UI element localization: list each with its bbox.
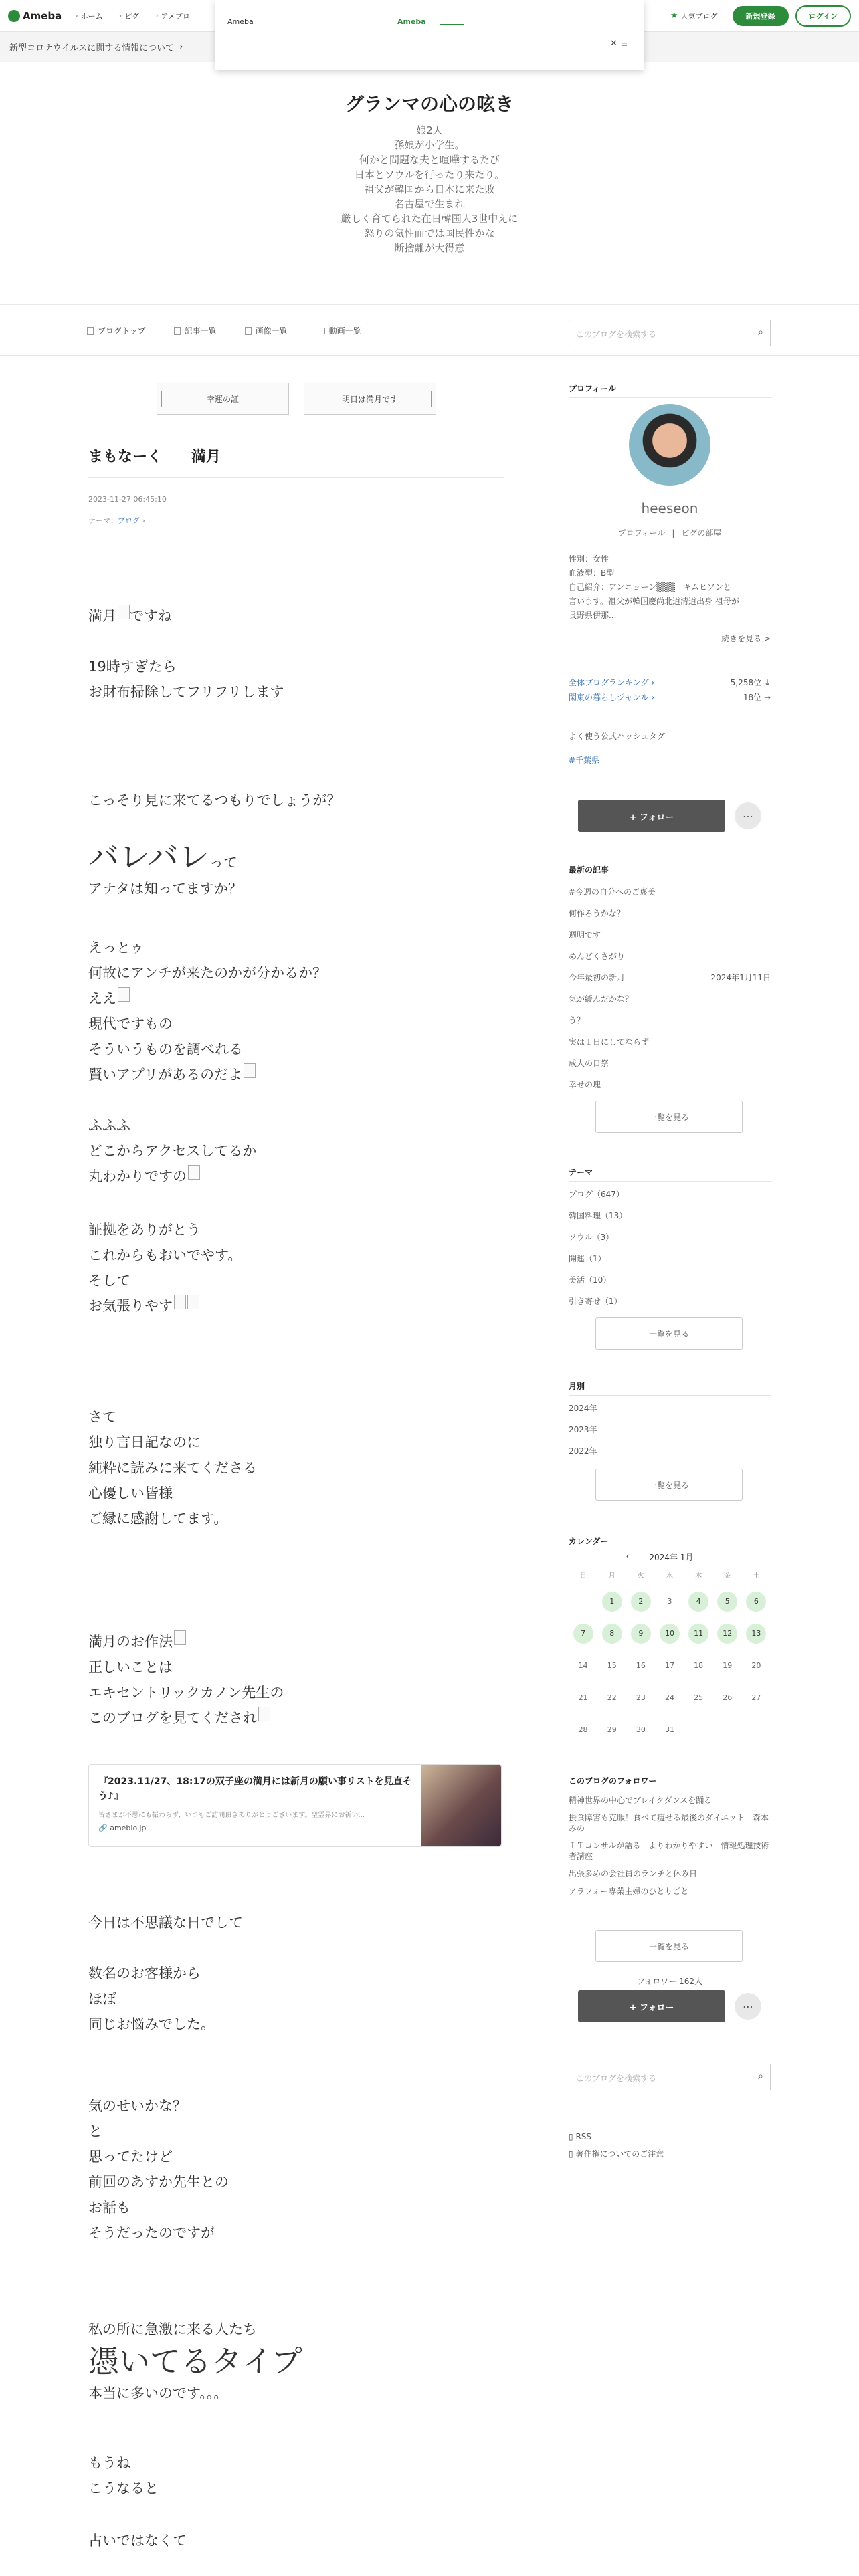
followers-see-more-button[interactable]: 一覧を見る	[595, 1930, 743, 1962]
follower-count: フォロワー 162人	[636, 1977, 703, 1986]
search-icon[interactable]: ⌕	[758, 327, 763, 338]
entry-body-2: 19時すぎたら お財布掃除してフリフリします	[88, 659, 284, 700]
link-card-desc: 皆さまが不思にも振わらず、いつもご訪問頂きありがとうございます。聖霊界にお祈い...	[98, 1812, 365, 1819]
nav-video-list[interactable]: 動画一覧	[316, 325, 361, 336]
entry-theme: テーマ：ブログ ›	[88, 516, 145, 525]
month-see-more-button[interactable]: 一覧を見る	[595, 1469, 743, 1501]
recent-date: 2024年1月11日	[710, 973, 771, 982]
theme-see-more-button[interactable]: 一覧を見る	[595, 1317, 743, 1350]
calendar-day: 30	[636, 1725, 646, 1734]
more-icon[interactable]: ⋯	[735, 802, 761, 829]
theme-item[interactable]: 美活（10）	[569, 1275, 611, 1285]
follower-item[interactable]: 出張多めの会社員のランチと休み日	[569, 1869, 698, 1879]
calendar-day: 21	[578, 1693, 588, 1702]
frog-icon	[8, 10, 20, 22]
prev-month-icon[interactable]: ‹	[626, 1551, 630, 1561]
calendar-day: 26	[723, 1693, 733, 1702]
calendar-day[interactable]: 8	[602, 1624, 622, 1644]
nav-entry-list[interactable]: 記事一覧	[174, 325, 217, 336]
link-icon: 🔗	[98, 1824, 108, 1832]
entry-body-3: こっそり見に来てるつもりでしょうが？	[88, 792, 341, 809]
theme-item[interactable]: ブログ（647）	[569, 1190, 624, 1199]
entry-body-5: えっとゥ 何故にアンチが来たのかが分かるか？ ええ 現代ですもの そういうものを調べれる 賢いアプリがあるのだよ	[88, 940, 327, 1083]
entry-body-11: 気のせいかな？ と 思ってたけど 前回のあすか先生との お話も そうだったのですが	[88, 2098, 229, 2241]
calendar-day: 29	[607, 1725, 617, 1734]
recent-item[interactable]: 何作ろうかな？	[569, 909, 626, 918]
calendar-day[interactable]: 2	[631, 1592, 651, 1612]
calendar-day[interactable]: 12	[717, 1624, 737, 1644]
entry-body-13: もうね こうなると	[88, 2455, 159, 2496]
menu-icon[interactable]: ☰	[621, 39, 628, 48]
document-icon: ▯	[569, 2149, 573, 2159]
blog-description: 娘2人 孫娘が小学生。 何かと問題な夫と喧嘩するたび 日本とソウルを行ったり来たり。 祖父が韓国から日本に来た敗 名古屋で生まれ 厳しく育てられた在日韓国人3世中えに 怒りの気性面では国民性かな 断捨離が大得意	[341, 124, 518, 254]
calendar-day: 23	[636, 1693, 646, 1702]
calendar-day[interactable]: 7	[573, 1624, 593, 1644]
covid-notice[interactable]: 新型コロナウイルスに関する情報について ›	[0, 32, 859, 62]
image-icon	[245, 327, 252, 335]
calendar-day: 25	[694, 1693, 704, 1702]
calendar-day: 19	[723, 1661, 733, 1670]
profile-link[interactable]: プロフィール	[617, 528, 666, 538]
calendar-day: 31	[664, 1725, 674, 1734]
follower-item[interactable]: ＩＴコンサルが語る よりわかりやすい 情報処理技術者講座	[569, 1841, 769, 1861]
follower-item[interactable]: アラフォー専業主婦のひとりごと	[569, 1887, 689, 1896]
link-card[interactable]	[88, 1764, 502, 1847]
popup-underline	[440, 24, 464, 25]
avatar[interactable]	[629, 404, 710, 486]
profile-links: プロフィール | ピグの部屋	[617, 528, 722, 538]
entry-body-12: 私の所に急激に来る人たち 憑いてるタイプ 本当に多いのです。。。	[88, 2321, 302, 2401]
theme-link[interactable]: ブログ	[118, 516, 140, 525]
recent-item[interactable]: う？	[569, 1016, 585, 1025]
month-item[interactable]: 2023年	[569, 1425, 597, 1434]
profile-more-link[interactable]: 続きを見る >	[721, 634, 771, 643]
broken-emoji-icon	[187, 1295, 199, 1309]
entry-date: 2023-11-27 06:45:10	[88, 495, 167, 504]
theme-item[interactable]: 開運（1）	[569, 1254, 606, 1263]
calendar-day: 17	[664, 1661, 674, 1670]
entry-body-14: 占いではなくて	[88, 2533, 187, 2549]
recent-item[interactable]: めんどくさがり	[569, 952, 626, 961]
rss-icon: ▯	[569, 2132, 573, 2141]
blog-search-input[interactable]: このブログを検索する ⌕	[569, 320, 771, 346]
follow-button[interactable]: + フォロー	[578, 800, 725, 832]
calendar-day: 16	[636, 1661, 646, 1670]
calendar-day[interactable]: 5	[717, 1592, 737, 1612]
recent-item[interactable]: #今週の自分へのご褒美	[569, 887, 656, 897]
calendar-day[interactable]: 4	[688, 1592, 708, 1612]
divider	[88, 477, 504, 478]
hashtag-link[interactable]: #千葉県	[569, 756, 600, 765]
follower-item[interactable]: 摂食障害も克服！食べて痩せる最後のダイエット 森本みの	[569, 1813, 769, 1833]
calendar-day[interactable]: 10	[660, 1624, 680, 1644]
popup-dialog	[215, 0, 644, 70]
calendar-day: 28	[578, 1725, 588, 1734]
profile-heading: プロフィール	[569, 384, 616, 393]
month-heading: 月別	[569, 1382, 585, 1391]
calendar-day: 20	[751, 1661, 761, 1670]
calendar-day[interactable]: 11	[688, 1624, 708, 1644]
theme-item[interactable]: ソウル（3）	[569, 1232, 614, 1242]
entry-body-1: 満月 ですね	[88, 603, 172, 629]
broken-emoji-icon	[118, 987, 130, 1002]
calendar-heading: カレンダー	[569, 1537, 609, 1546]
calendar-day[interactable]: 6	[746, 1592, 766, 1612]
entry-title[interactable]: まもなーく 満月	[88, 449, 221, 465]
calendar-day: 22	[607, 1693, 617, 1702]
copyright-link[interactable]: ▯ 著作権についてのご注意	[569, 2149, 664, 2159]
blog-nav	[0, 305, 859, 356]
calendar-day[interactable]: 13	[746, 1624, 766, 1644]
calendar: ‹ 2024年 1月 日 月 火 水 木 金 土 1 2 3 4 5 6 7 8 9 10 11 12 13 14 15 16 17 18 19 20 21 22 23 24 25 26 27 28 29 30 31	[569, 1549, 771, 1740]
calendar-day: 3	[667, 1597, 672, 1606]
follow-button-2[interactable]: + フォロー	[578, 1990, 725, 2022]
theme-heading: テーマ	[569, 1168, 593, 1177]
recent-item[interactable]: 成人の日祭	[569, 1059, 609, 1068]
nav-home[interactable]: › ホーム	[75, 11, 102, 21]
hashtag-heading: よく使う公式ハッシュタグ	[569, 732, 665, 741]
recent-item[interactable]: 幸せの塊	[569, 1080, 601, 1089]
search-icon[interactable]: ⌕	[758, 2071, 763, 2082]
document-icon	[174, 327, 181, 335]
calendar-day[interactable]: 9	[631, 1624, 651, 1644]
ranking-genre[interactable]: 閑東の暮らしジャンル › 18位 →	[569, 693, 771, 702]
nav-pigg[interactable]: › ピグ	[119, 11, 139, 21]
ranking-overall[interactable]: 全体ブログランキング › 5,258位 ↓	[569, 678, 771, 687]
profile-name[interactable]: heeseon	[641, 500, 698, 516]
recent-heading: 最新の記事	[569, 865, 609, 875]
more-icon[interactable]: ⋯	[735, 1993, 761, 2020]
calendar-day: 24	[664, 1693, 674, 1702]
recent-item[interactable]: 週明です	[569, 930, 601, 940]
month-list	[569, 1398, 771, 1462]
ameba-logo[interactable]: Ameba	[8, 10, 62, 22]
broken-emoji-icon	[174, 1630, 186, 1645]
link-card-source: 🔗 ameblo.jp	[98, 1824, 147, 1832]
recent-item[interactable]: 気が緩んだかな？	[569, 994, 634, 1004]
entry-body-10: 数名のお客様から ほぼ 同じお悩みでした。	[88, 1965, 215, 2032]
entry-body-9: 今日は不思議な日でして	[88, 1915, 243, 1931]
month-item[interactable]: 2024年	[569, 1404, 597, 1413]
month-item[interactable]: 2022年	[569, 1446, 597, 1456]
crown-icon: ★	[670, 11, 678, 21]
video-icon	[316, 328, 325, 334]
rss-link[interactable]: ▯ RSS	[569, 2132, 592, 2141]
popup-title: Ameba	[227, 17, 254, 26]
nav-ameblo[interactable]: › アメブロ	[155, 11, 190, 21]
sidebar-search-input[interactable]: このブログを検索する ⌕	[569, 2064, 771, 2090]
prev-entry-button[interactable]: 幸運の証	[157, 383, 289, 415]
broken-emoji-icon	[118, 605, 130, 619]
calendar-day: 18	[694, 1661, 704, 1670]
calendar-day: 27	[751, 1693, 761, 1702]
follower-item[interactable]: 精神世界の中心でブレイクダンスを踊る	[569, 1796, 712, 1805]
nav-image-list[interactable]: 画像一覧	[245, 325, 288, 336]
entry-body-7: さて 独り言日記なのに 純粋に読みに来てくださる 心優しい皆様 ご縁に感謝してます。	[88, 1409, 257, 1527]
recent-see-more-button[interactable]: 一覧を見る	[595, 1101, 743, 1133]
recent-list	[569, 881, 771, 1095]
link-card-title[interactable]: 『2023.11/27、18:17の双子座の満月には新月の願い事リストを見直そう♪』	[98, 1776, 412, 1802]
entry-body-6: ふふふ どこからアクセスしてるか 丸わかりですの	[88, 1117, 257, 1184]
entry-body-4: バレバレって アナタは知ってますか？	[88, 839, 242, 897]
blog-header	[0, 62, 859, 305]
login-button[interactable]: ログイン	[795, 5, 851, 27]
popular-blog-link[interactable]: ★ 人気ブログ	[670, 11, 718, 21]
close-icon[interactable]: ✕	[610, 39, 617, 49]
broken-emoji-icon	[258, 1707, 270, 1721]
broken-emoji-icon	[188, 1165, 200, 1180]
calendar-title: 2024年 1月	[649, 1553, 694, 1562]
signup-button[interactable]: 新規登録	[733, 6, 789, 26]
profile-info: 性別：女性 血液型：B型 自己紹介：アンニョーン▒▒▒ キムヒソンと 言います。祖父が韓国慶尚北道清道出身 祖母が 長野県伊那...	[569, 554, 739, 620]
calendar-day: 14	[578, 1661, 588, 1670]
home-icon	[87, 327, 94, 335]
broken-emoji-icon	[244, 1063, 256, 1078]
entry-body-red: 証拠をありがとう これからもおいでやす。 そして お気張りやす	[88, 1222, 242, 1314]
popup-link[interactable]: Ameba	[397, 17, 426, 26]
broken-emoji-icon	[174, 1295, 186, 1309]
recent-item[interactable]: 今年最初の新月 2024年1月11日	[569, 967, 771, 988]
theme-list	[569, 1184, 771, 1312]
link-card-thumbnail[interactable]	[421, 1765, 501, 1846]
theme-item[interactable]: 韓国料理（13）	[569, 1211, 628, 1220]
theme-item[interactable]: 引き寄せ（1）	[569, 1297, 622, 1306]
nav-blog-top[interactable]: ブログトップ	[87, 325, 146, 336]
followers-list	[569, 1792, 771, 1897]
pigg-room-link[interactable]: ピグの部屋	[681, 528, 722, 538]
blog-title[interactable]: グランマの心の呟き	[345, 93, 514, 115]
followers-heading: このブログのフォロワー	[569, 1776, 657, 1786]
calendar-day[interactable]: 1	[602, 1592, 622, 1612]
next-entry-button[interactable]: 明日は満月です	[304, 383, 436, 415]
entry-body-8: 満月のお作法 正しいことは エキセントリックカノン先生の このブログを見てくだされ	[88, 1629, 284, 1731]
calendar-day: 15	[607, 1661, 617, 1670]
recent-item[interactable]: 実は１日にしてならず	[569, 1037, 650, 1047]
